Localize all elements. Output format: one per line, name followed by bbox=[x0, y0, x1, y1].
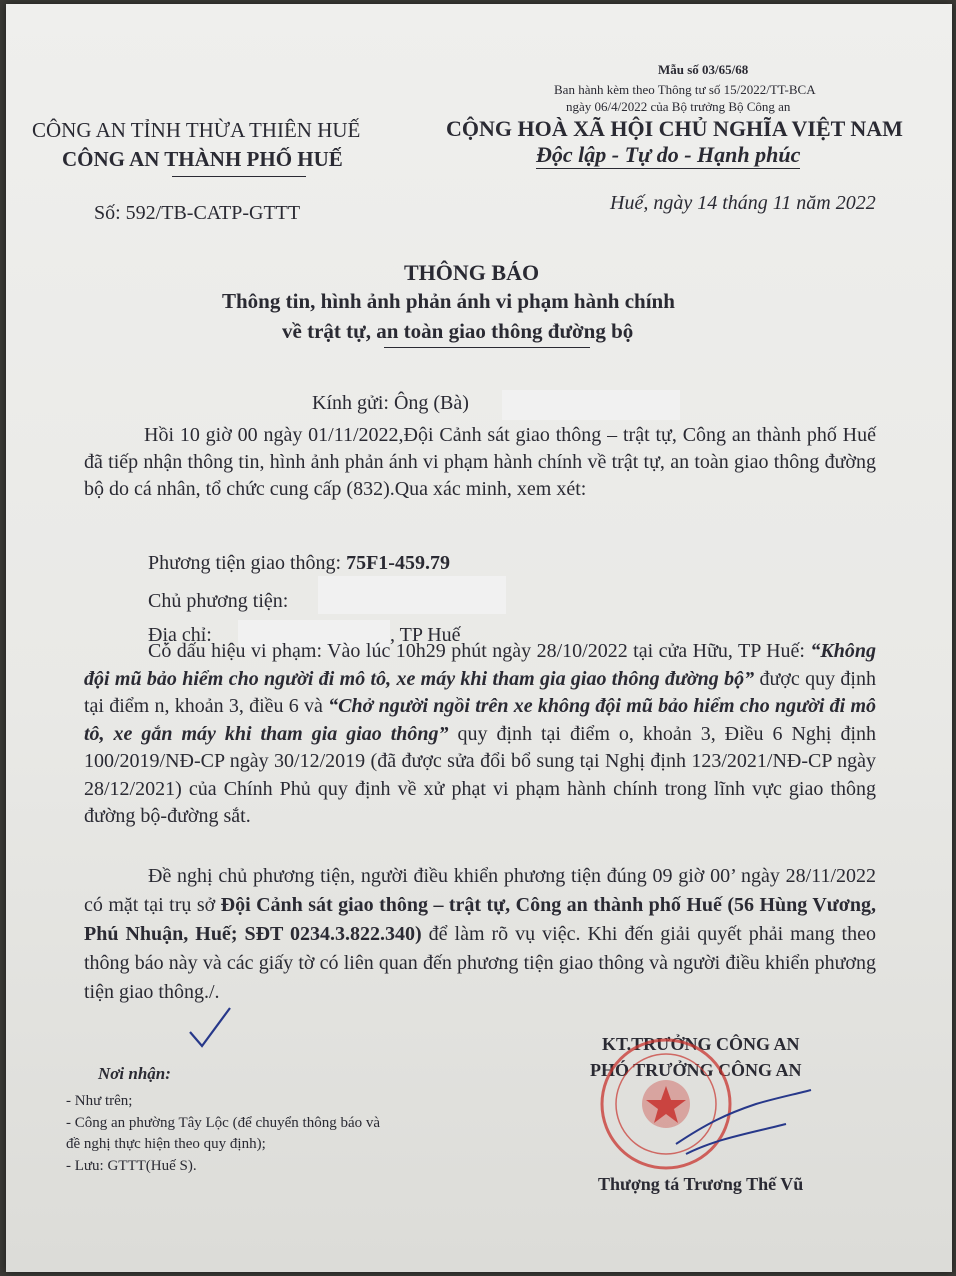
recipient-item: - Như trên; bbox=[66, 1093, 133, 1109]
violation-2: “Chở người ngồi trên xe không đội mũ bảo hiểm cho người đi mô tô, xe gắn máy khi tham gia giao thông” bbox=[84, 695, 877, 745]
subtitle-underline bbox=[384, 347, 590, 348]
recipient-item: - Lưu: GTTT(Huế S). bbox=[66, 1158, 197, 1174]
signature-line-2: PHÓ TRƯỞNG CÔNG AN bbox=[590, 1060, 802, 1080]
address-label: Địa chỉ: bbox=[148, 624, 212, 646]
handwritten-signature bbox=[666, 1084, 816, 1164]
form-code: Mẫu số 03/65/68 bbox=[658, 62, 749, 77]
vehicle-line bbox=[148, 552, 450, 575]
violation-mid: được quy định tại điểm n, khoản 3, điều 6 và bbox=[84, 667, 876, 717]
recipients-title: Nơi nhận: bbox=[98, 1064, 171, 1083]
recipient-item: - Công an phường Tây Lộc (để chuyển thông báo và bbox=[66, 1115, 381, 1131]
signature-line-1: KT.TRƯỞNG CÔNG AN bbox=[602, 1034, 800, 1054]
redacted-owner bbox=[318, 576, 506, 614]
document-page bbox=[6, 4, 952, 1272]
violation-paragraph bbox=[84, 638, 876, 831]
request-tail: để làm rõ vụ việc. Khi đến giải quyết phải mang theo thông báo này và các giấy tờ có liên quan đến phương tiện giao thông và người điều khiển phương tiện giao thông./. bbox=[84, 923, 876, 1003]
signer-name: Thượng tá Trương Thế Vũ bbox=[598, 1174, 804, 1194]
agency-underline bbox=[172, 176, 306, 177]
page-subtitle-1: Thông tin, hình ảnh phản ánh vi phạm hành chính bbox=[222, 289, 675, 313]
owner-label: Chủ phương tiện: bbox=[148, 590, 289, 612]
request-paragraph bbox=[84, 862, 876, 1007]
nation-motto: Độc lập - Tự do - Hạnh phúc bbox=[536, 142, 801, 167]
request-lead: Đề nghị chủ phương tiện, người điều khiển phương tiện đúng 09 giờ 00’ ngày 28/11/2022 có mặt tại trụ sở bbox=[84, 865, 876, 916]
vehicle-label: Phương tiện giao thông: bbox=[148, 552, 347, 574]
nation-title: CỘNG HOÀ XÃ HỘI CHỦ NGHĨA VIỆT NAM bbox=[446, 116, 903, 141]
form-issued-date: ngày 06/4/2022 của Bộ trưởng Bộ Công an bbox=[566, 99, 791, 114]
place-date: Huế, ngày 14 tháng 11 năm 2022 bbox=[610, 192, 876, 214]
checkmark-icon bbox=[186, 1004, 236, 1054]
violation-1: “Không đội mũ bảo hiểm cho người đi mô tô, xe máy khi tham gia giao thông đường bộ” bbox=[84, 640, 876, 690]
agency-name: CÔNG AN THÀNH PHỐ HUẾ bbox=[62, 147, 343, 171]
address-suffix: , TP Huế bbox=[390, 624, 461, 646]
vehicle-plate: 75F1-459.79 bbox=[346, 552, 450, 574]
page-subtitle-2: về trật tự, an toàn giao thông đường bộ bbox=[282, 319, 634, 343]
recipient-item: đề nghị thực hiện theo quy định); bbox=[66, 1136, 266, 1152]
request-place: Đội Cảnh sát giao thông – trật tự, Công an thành phố Huế (56 Hùng Vương, Phú Nhuận, Huế; SĐT 0234.3.822.340) bbox=[84, 894, 876, 945]
violation-tail: quy định tại điểm o, khoản 3, Điều 6 Nghị định 100/2019/NĐ-CP ngày 30/12/2019 (đã được sửa đổi bổ sung tại Nghị định 123/2021/NĐ-CP ngày 28/12/2021) của Chính Phủ quy định về xử phạt vi phạm hành chính trong lĩnh vực giao thông đường bộ-đường sắt. bbox=[84, 722, 876, 827]
intro-paragraph: Hồi 10 giờ 00 ngày 01/11/2022,Đội Cảnh sát giao thông – trật tự, Công an thành phố Huế đã tiếp nhận thông tin, hình ảnh phản ánh vi phạm hành chính về trật tự, an toàn giao thông đường bộ do cá nhân, tổ chức cung cấp (832).Qua xác minh, xem xét: bbox=[84, 424, 876, 500]
form-issued-with: Ban hành kèm theo Thông tư số 15/2022/TT-BCA bbox=[554, 82, 816, 97]
violation-lead: Có dấu hiệu vi phạm: Vào lúc 10h29 phút ngày 28/10/2022 tại cửa Hữu, TP Huế: bbox=[148, 640, 811, 662]
agency-parent: CÔNG AN TỈNH THỪA THIÊN HUẾ bbox=[32, 118, 361, 142]
greeting: Kính gửi: Ông (Bà) bbox=[312, 392, 469, 414]
document-number: Số: 592/TB-CATP-GTTT bbox=[94, 202, 301, 224]
page-title: THÔNG BÁO bbox=[404, 260, 540, 285]
redacted-name bbox=[502, 390, 680, 420]
